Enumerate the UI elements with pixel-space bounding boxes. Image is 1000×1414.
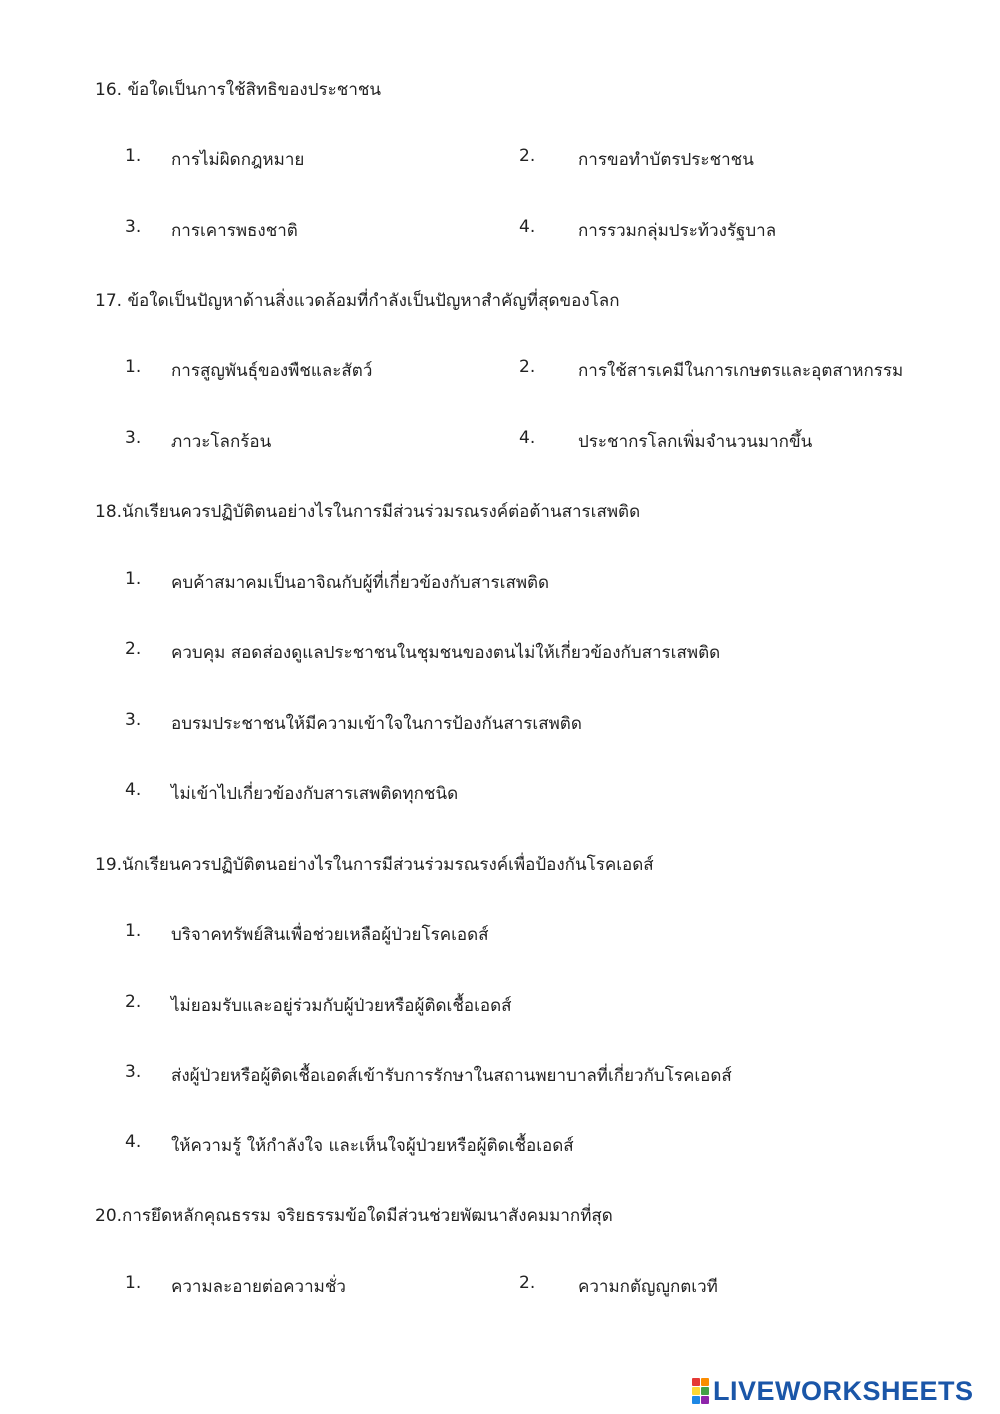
- option-text: การสูญพันธุ์ของพืชและสัตว์: [171, 361, 373, 381]
- option-text: ส่งผู้ป่วยหรือผู้ติดเชื้อเอดส์เข้ารับการรักษาในสถานพยาบาลที่เกี่ยวกับโรคเอดส์: [171, 1066, 732, 1086]
- question-18: 18.นักเรียนควรปฏิบัติตนอย่างไรในการมีส่วนร่วมรณรงค์ต่อต้านสารเสพติด: [95, 502, 641, 522]
- question-17: 17. ข้อใดเป็นปัญหาด้านสิ่งแวดล้อมที่กำลังเป็นปัญหาสำคัญที่สุดของโลก: [95, 291, 620, 311]
- option-text: คบค้าสมาคมเป็นอาจิณกับผู้ที่เกี่ยวข้องกับสารเสพติด: [171, 573, 550, 593]
- option-number: 4.: [125, 1132, 142, 1152]
- option-text: ความละอายต่อความชั่ว: [171, 1277, 346, 1297]
- option-text: ความกตัญญูกตเวที: [578, 1277, 718, 1297]
- option-text: การรวมกลุ่มประท้วงรัฐบาล: [578, 221, 777, 241]
- logo-blocks-icon: [692, 1378, 709, 1404]
- option-text: อบรมประชาชนให้มีความเข้าใจในการป้องกันสารเสพติด: [171, 714, 582, 734]
- option-number: 2.: [125, 639, 142, 659]
- option-text: ภาวะโลกร้อน: [171, 432, 272, 452]
- option-number: 4.: [519, 217, 536, 237]
- option-text: การขอทำบัตรประชาชน: [578, 150, 754, 170]
- liveworksheets-logo[interactable]: [692, 1376, 974, 1406]
- option-number: 2.: [519, 146, 536, 166]
- logo-block: [701, 1378, 709, 1386]
- logo-block: [692, 1396, 700, 1404]
- option-text: ไม่ยอมรับและอยู่ร่วมกับผู้ป่วยหรือผู้ติดเชื้อเอดส์: [171, 996, 512, 1016]
- option-number: 1.: [125, 146, 142, 166]
- option-number: 2.: [519, 1273, 536, 1293]
- option-number: 3.: [125, 428, 142, 448]
- option-text: ประชากรโลกเพิ่มจำนวนมากขึ้น: [578, 432, 813, 452]
- option-text: ควบคุม สอดส่องดูแลประชาชนในชุมชนของตนไม่ให้เกี่ยวข้องกับสารเสพติด: [171, 643, 721, 663]
- option-number: 1.: [125, 569, 142, 589]
- option-text: ไม่เข้าไปเกี่ยวข้องกับสารเสพติดทุกชนิด: [171, 784, 459, 804]
- question-19: 19.นักเรียนควรปฏิบัติตนอย่างไรในการมีส่วนร่วมรณรงค์เพื่อป้องกันโรคเอดส์: [95, 855, 654, 875]
- option-text: บริจาคทรัพย์สินเพื่อช่วยเหลือผู้ป่วยโรคเอดส์: [171, 925, 489, 945]
- option-text: การไม่ผิดกฎหมาย: [171, 150, 305, 170]
- option-number: 1.: [125, 921, 142, 941]
- option-text: การใช้สารเคมีในการเกษตรและอุตสาหกรรม: [578, 361, 904, 381]
- option-number: 2.: [519, 357, 536, 377]
- option-number: 2.: [125, 992, 142, 1012]
- option-number: 1.: [125, 1273, 142, 1293]
- option-number: 3.: [125, 217, 142, 237]
- option-number: 4.: [519, 428, 536, 448]
- question-20: 20.การยึดหลักคุณธรรม จริยธรรมข้อใดมีส่วนช่วยพัฒนาสังคมมากที่สุด: [95, 1206, 613, 1226]
- logo-block: [692, 1387, 700, 1395]
- option-text: การเคารพธงชาติ: [171, 221, 298, 241]
- logo-block: [701, 1396, 709, 1404]
- option-text: ให้ความรู้ ให้กำลังใจ และเห็นใจผู้ป่วยหรือผู้ติดเชื้อเอดส์: [171, 1136, 574, 1156]
- question-16: 16. ข้อใดเป็นการใช้สิทธิของประชาชน: [95, 80, 382, 100]
- option-number: 4.: [125, 780, 142, 800]
- option-number: 3.: [125, 710, 142, 730]
- option-number: 3.: [125, 1062, 142, 1082]
- option-number: 1.: [125, 357, 142, 377]
- logo-text: LIVEWORKSHEETS: [713, 1375, 974, 1406]
- logo-block: [701, 1387, 709, 1395]
- logo-block: [692, 1378, 700, 1386]
